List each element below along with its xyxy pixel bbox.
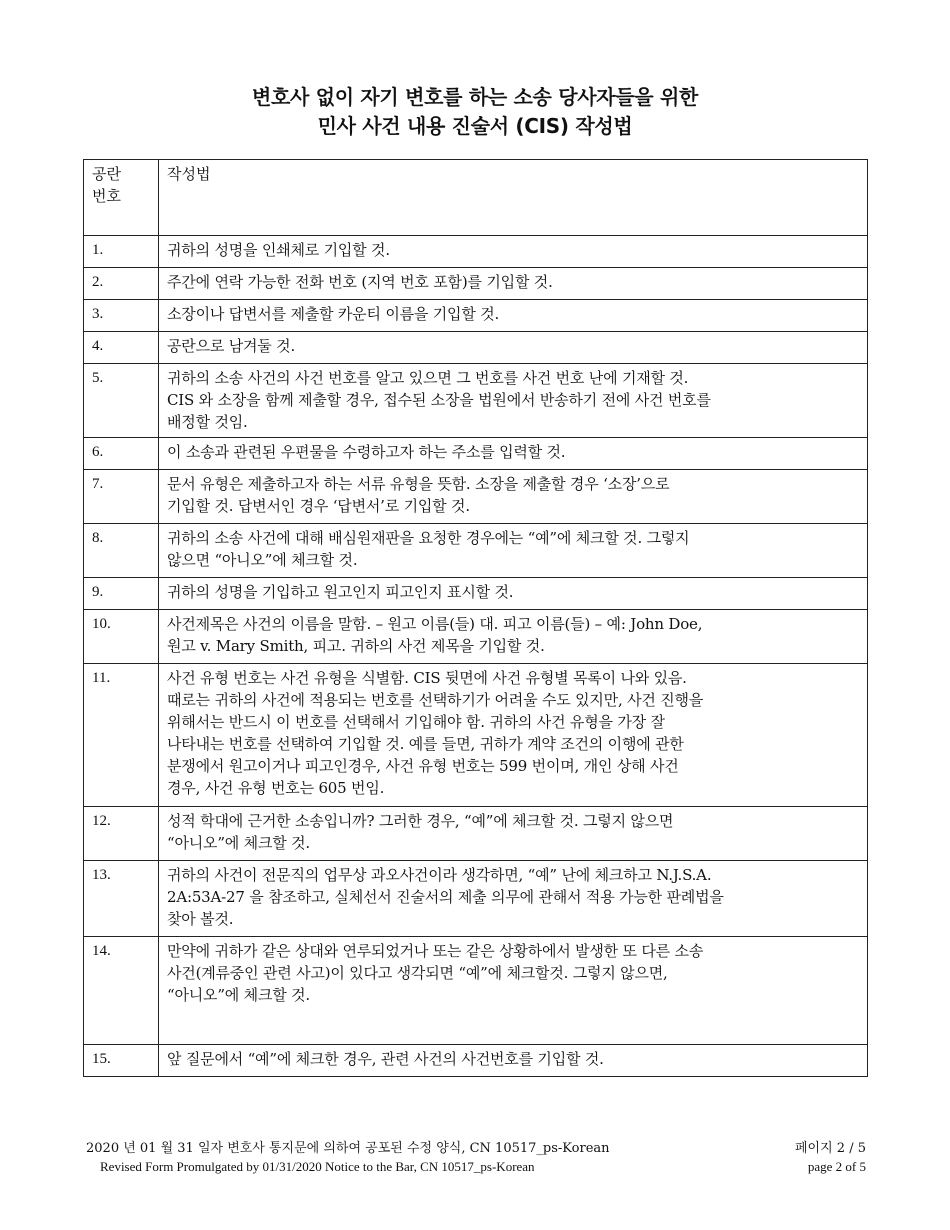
table-row: [84, 861, 868, 937]
row-number: 14.: [84, 937, 159, 1045]
instruction-line: 배정할 것임.: [167, 413, 248, 431]
instruction-line: “아니오”에 체크할 것.: [167, 986, 310, 1004]
instruction-line: 이 소송과 관련된 우편물을 수령하고자 하는 주소를 입력할 것.: [167, 443, 566, 461]
instruction-line: 귀하의 성명을 기입하고 원고인지 피고인지 표시할 것.: [167, 583, 514, 601]
row-number: 5.: [84, 364, 159, 438]
footer-left: [86, 1140, 610, 1176]
row-instruction: [159, 610, 868, 664]
table-row: [84, 664, 868, 807]
instruction-line: 만약에 귀하가 같은 상대와 연루되었거나 또는 같은 상황하에서 발생한 또 다른 소송: [167, 942, 704, 960]
row-instruction: [159, 664, 868, 807]
page-number-english: page 2 of 5: [807, 1159, 866, 1174]
title-line-1: 변호사 없이 자기 변호를 하는 소송 당사자들을 위한: [251, 85, 699, 109]
instruction-line: 성적 학대에 근거한 소송입니까? 그러한 경우, “예”에 체크할 것. 그렇지 않으면: [167, 812, 674, 830]
row-instruction: [159, 236, 868, 268]
table-body: [84, 236, 868, 1077]
instruction-line: 기입할 것. 답변서인 경우 ‘답변서’로 기입할 것.: [167, 497, 470, 515]
table-row: [84, 1045, 868, 1077]
row-number: 2.: [84, 268, 159, 300]
instruction-line: 나타내는 번호를 선택하여 기입할 것. 예를 들면, 귀하가 계약 조건의 이행에 관한: [167, 735, 684, 753]
table-header-row: [84, 160, 868, 236]
instruction-line: 위해서는 반드시 이 번호를 선택해서 기입해야 함. 귀하의 사건 유형을 가장 잘: [167, 713, 665, 731]
instruction-line: 때로는 귀하의 사건에 적용되는 번호를 선택하기가 어려울 수도 있지만, 사건 진행을: [167, 691, 704, 709]
instruction-line: 귀하의 성명을 인쇄체로 기입할 것.: [167, 241, 390, 259]
instruction-line: 사건(계류중인 관련 사고)이 있다고 생각되면 “예”에 체크할것. 그렇지 않으면,: [167, 964, 668, 982]
row-number: 15.: [84, 1045, 159, 1077]
page-number-korean: 페이지 2 / 5: [795, 1141, 866, 1156]
row-instruction: [159, 807, 868, 861]
instruction-line: 분쟁에서 원고이거나 피고인경우, 사건 유형 번호는 599 번이며, 개인 상해 사건: [167, 757, 679, 775]
row-number: 6.: [84, 438, 159, 470]
table-row: [84, 470, 868, 524]
instruction-line: 공란으로 남겨둘 것.: [167, 337, 296, 355]
instruction-line: 문서 유형은 제출하고자 하는 서류 유형을 뜻함. 소장을 제출할 경우 ‘소장’으로: [167, 475, 670, 493]
row-number: 8.: [84, 524, 159, 578]
instruction-line: 귀하의 소송 사건의 사건 번호를 알고 있으면 그 번호를 사건 번호 난에 기재할 것.: [167, 369, 689, 387]
title-line-2: 민사 사건 내용 진술서 (CIS) 작성법: [317, 114, 633, 138]
row-number: 4.: [84, 332, 159, 364]
table-row: [84, 524, 868, 578]
table-row: [84, 610, 868, 664]
table-row: [84, 236, 868, 268]
instruction-line: 않으면 “아니오”에 체크할 것.: [167, 551, 358, 569]
instruction-line: CIS 와 소장을 함께 제출할 경우, 접수된 소장을 법원에서 반송하기 전에 사건 번호를: [167, 391, 711, 409]
instruction-line: 원고 v. Mary Smith, 피고. 귀하의 사건 제목을 기입할 것.: [167, 637, 545, 655]
instruction-line: 앞 질문에서 “예”에 체크한 경우, 관련 사건의 사건번호를 기입할 것.: [167, 1050, 604, 1068]
row-instruction: [159, 438, 868, 470]
row-instruction: [159, 470, 868, 524]
table-row: [84, 268, 868, 300]
table-row: [84, 807, 868, 861]
row-instruction: [159, 300, 868, 332]
footer-korean: 2020 년 01 월 31 일자 변호사 통지문에 의하여 공포된 수정 양식, CN 10517_ps-Korean: [86, 1141, 610, 1156]
table-row: [84, 937, 868, 1045]
instruction-line: 소장이나 답변서를 제출할 카운티 이름을 기입할 것.: [167, 305, 500, 323]
row-instruction: [159, 364, 868, 438]
row-instruction: [159, 861, 868, 937]
instruction-line: 경우, 사건 유형 번호는 605 번임.: [167, 779, 385, 797]
row-instruction: [159, 1045, 868, 1077]
table-row: [84, 300, 868, 332]
instruction-line: 귀하의 소송 사건에 대해 배심원재판을 요청한 경우에는 “예”에 체크할 것. 그렇지: [167, 529, 690, 547]
row-instruction: [159, 268, 868, 300]
instructions-table: [83, 159, 868, 1077]
row-number: 9.: [84, 578, 159, 610]
header-number: 공란 번호: [84, 160, 159, 236]
table-row: [84, 364, 868, 438]
row-instruction: [159, 578, 868, 610]
table-row: [84, 438, 868, 470]
row-number: 13.: [84, 861, 159, 937]
instruction-line: 사건제목은 사건의 이름을 말함. – 원고 이름(들) 대. 피고 이름(들) – 예: John Doe,: [167, 615, 703, 633]
instruction-line: 귀하의 사건이 전문직의 업무상 과오사건이라 생각하면, “예” 난에 체크하고 N.J.S.A.: [167, 866, 712, 884]
row-number: 11.: [84, 664, 159, 807]
row-number: 3.: [84, 300, 159, 332]
instruction-line: “아니오”에 체크할 것.: [167, 834, 310, 852]
instruction-line: 2A:53A-27 을 참조하고, 실체선서 진술서의 제출 의무에 관해서 적용 가능한 판례법을: [167, 888, 724, 906]
row-instruction: [159, 937, 868, 1045]
page-title: [0, 83, 950, 141]
row-instruction: [159, 332, 868, 364]
footer-right: [795, 1140, 866, 1176]
instruction-line: 사건 유형 번호는 사건 유형을 식별함. CIS 뒷면에 사건 유형별 목록이 나와 있음.: [167, 669, 687, 687]
row-number: 10.: [84, 610, 159, 664]
header-instructions: 작성법: [159, 160, 868, 236]
instruction-line: 찾아 볼것.: [167, 910, 234, 928]
row-instruction: [159, 524, 868, 578]
table-row: [84, 332, 868, 364]
row-number: 12.: [84, 807, 159, 861]
table-row: [84, 578, 868, 610]
instruction-line: 주간에 연락 가능한 전화 번호 (지역 번호 포함)를 기입할 것.: [167, 273, 553, 291]
row-number: 7.: [84, 470, 159, 524]
row-number: 1.: [84, 236, 159, 268]
footer-english: Revised Form Promulgated by 01/31/2020 Notice to the Bar, CN 10517_ps-Korean: [100, 1159, 535, 1174]
